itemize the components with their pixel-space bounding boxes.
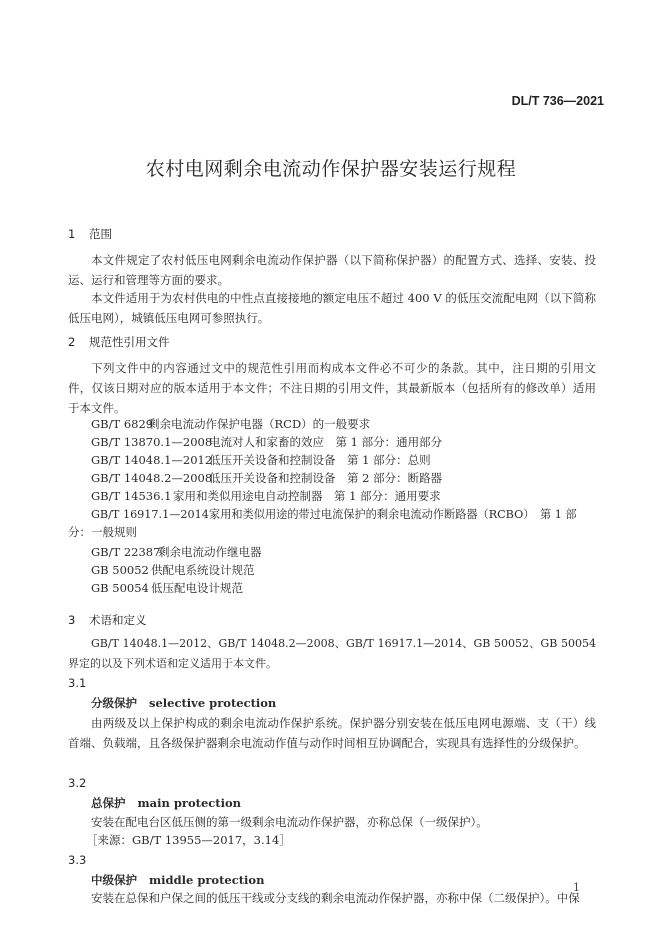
term-english: main protection bbox=[137, 796, 241, 810]
term-number: 3.3 bbox=[68, 853, 87, 867]
term-source: ［来源：GB/T 13955—2017，3.14］ bbox=[86, 833, 291, 847]
section-1-heading bbox=[68, 226, 112, 242]
term-number: 3.1 bbox=[68, 676, 87, 690]
reference-code: GB/T 14048.1—2012 bbox=[91, 453, 213, 467]
reference-item bbox=[91, 470, 442, 486]
reference-code: GB/T 14048.2—2008 bbox=[91, 471, 213, 485]
section-title: 术语和定义 bbox=[89, 613, 147, 627]
reference-code: GB/T 16917.1—2014 bbox=[91, 508, 209, 521]
reference-item bbox=[91, 416, 370, 432]
term-definition: 由两级及以上保护构成的剩余电流动作保护系统。保护器分别安装在低压电网电源端、支（干）线首端、负载端，且各级保护器剩余电流动作值与动作时间相互协调配合，实现具有选择性的分级保护。 bbox=[68, 716, 596, 750]
section-3-heading bbox=[68, 612, 147, 628]
paragraph: GB/T 14048.1—2012、GB/T 14048.2—2008、GB/T 16917.1—2014、GB 50052、GB 50054 界定的以及下列术语和定义适用于本文件。 bbox=[68, 637, 596, 670]
paragraph: 本文件适用于为农村供电的中性点直接接地的额定电压不超过 400 V 的低压交流配电网（以下简称低压电网），城镇低压电网可参照执行。 bbox=[68, 291, 596, 325]
document-number: DL/T 736—2021 bbox=[511, 94, 604, 108]
term-definition: 安装在配电台区低压侧的第一级剩余电流动作保护器，亦称总保（一级保护）。 bbox=[91, 815, 488, 829]
term-chinese: 总保护 bbox=[91, 796, 126, 810]
paragraph: 下列文件中的内容通过文中的规范性引用而构成本文件必不可少的条款。其中，注日期的引用文件，仅该日期对应的版本适用于本文件；不注日期的引用文件，其最新版本（包括所有的修改单）适用于本文件。 bbox=[68, 361, 596, 415]
reference-item bbox=[91, 452, 431, 468]
reference-title: 低压配电设计规范 bbox=[151, 581, 243, 595]
reference-title: 低压开关设备和控制设备 第 1 部分：总则 bbox=[209, 453, 431, 467]
reference-code: GB/T 14536.1 bbox=[91, 489, 172, 503]
reference-code: GB/T 22387 bbox=[91, 545, 161, 559]
reference-code: GB/T 13870.1—2008 bbox=[91, 435, 213, 449]
reference-title: 剩余电流动作保护电器（RCD）的一般要求 bbox=[148, 417, 371, 431]
section-title: 范围 bbox=[89, 227, 112, 241]
reference-item bbox=[91, 544, 262, 560]
term-chinese: 中级保护 bbox=[91, 873, 137, 887]
section-2-heading bbox=[68, 334, 170, 350]
term-english: middle protection bbox=[149, 873, 265, 887]
reference-item bbox=[91, 506, 577, 522]
reference-title: 供配电系统设计规范 bbox=[151, 563, 255, 577]
term-title bbox=[91, 872, 264, 888]
term-number: 3.2 bbox=[68, 776, 87, 790]
reference-item bbox=[91, 580, 243, 596]
reference-item bbox=[91, 488, 441, 504]
reference-item bbox=[91, 562, 255, 578]
reference-title: 剩余电流动作继电器 bbox=[158, 545, 262, 559]
reference-code: GB 50054 bbox=[91, 581, 149, 595]
reference-title: 低压开关设备和控制设备 第 2 部分：断路器 bbox=[209, 471, 443, 485]
term-english: selective protection bbox=[149, 696, 277, 710]
paragraph: 本文件规定了农村低压电网剩余电流动作保护器（以下简称保护器）的配置方式、选择、安装、投运、运行和管理等方面的要求。 bbox=[68, 253, 596, 287]
page-number: 1 bbox=[573, 881, 580, 894]
section-number: 1 bbox=[68, 227, 76, 241]
reference-title: 家用和类似用途的带过电流保护的剩余电流动作断路器（RCBO） 第 1 部 bbox=[209, 508, 577, 521]
term-definition: 安装在总保和户保之间的低压干线或分支线的剩余电流动作保护器，亦称中保（二级保护）。中保 bbox=[91, 891, 580, 905]
section-number: 2 bbox=[68, 335, 76, 349]
term-title bbox=[91, 695, 276, 711]
term-chinese: 分级保护 bbox=[91, 696, 137, 710]
term-title bbox=[91, 795, 241, 811]
document-title: 农村电网剩余电流动作保护器安装运行规程 bbox=[145, 158, 517, 180]
reference-item bbox=[91, 434, 442, 450]
reference-continuation: 分：一般规则 bbox=[68, 525, 137, 539]
reference-code: GB/T 6829 bbox=[91, 417, 154, 431]
reference-code: GB 50052 bbox=[91, 563, 149, 577]
section-title: 规范性引用文件 bbox=[89, 335, 170, 349]
section-number: 3 bbox=[68, 613, 76, 627]
reference-title: 家用和类似用途电自动控制器 第 1 部分：通用要求 bbox=[173, 489, 441, 503]
reference-title: 电流对人和家畜的效应 第 1 部分：通用部分 bbox=[209, 435, 443, 449]
